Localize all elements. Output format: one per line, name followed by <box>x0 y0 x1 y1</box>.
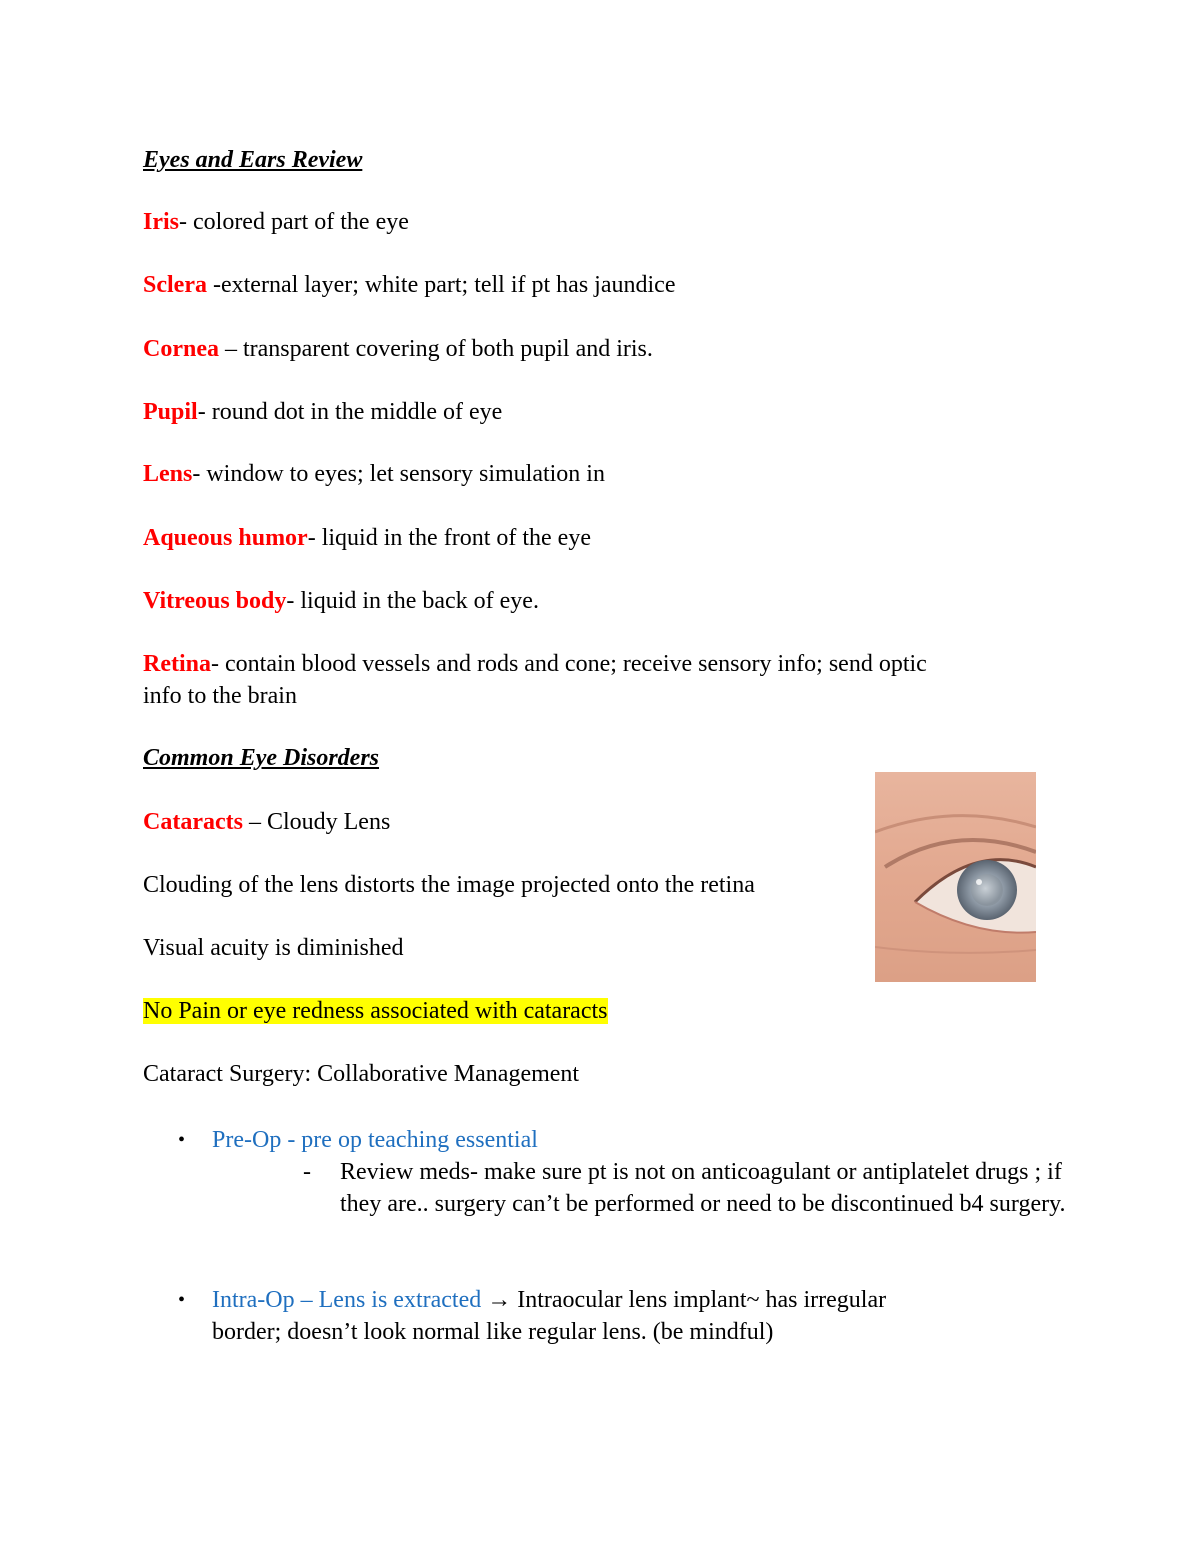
term-label: Aqueous humor <box>143 525 308 551</box>
arrow-icon: → <box>481 1287 518 1313</box>
retina-description-continued: info to the brain <box>143 683 297 709</box>
term-label: Cataracts <box>143 809 243 835</box>
preop-subitem: Review meds- make sure pt is not on anticoagulant or antiplatelet drugs ; if they are.. surgery can’t be performed or need to be discontinued b4 surgery. <box>340 1159 1066 1217</box>
cataract-eye-photo <box>875 772 1036 982</box>
term-label: Pupil <box>143 399 198 425</box>
term-description: - liquid in the back of eye. <box>286 588 539 614</box>
term-description: - colored part of the eye <box>179 209 409 235</box>
bullet-icon: • <box>178 1129 186 1151</box>
term-label: Sclera <box>143 272 207 298</box>
anatomy-item-retina <box>143 648 927 680</box>
term-label: Lens <box>143 461 193 487</box>
anatomy-item-lens <box>143 458 605 490</box>
anatomy-item-cornea <box>143 333 653 365</box>
anatomy-item-iris <box>143 206 409 238</box>
surgery-heading: Cataract Surgery: Collaborative Management <box>143 1061 580 1087</box>
anatomy-item-pupil <box>143 396 502 428</box>
bullet-icon: • <box>178 1289 186 1311</box>
disorder-item-cataracts <box>143 806 390 838</box>
term-description: - window to eyes; let sensory simulation in <box>192 461 605 487</box>
intraop-text-continued: border; doesn’t look normal like regular lens. (be mindful) <box>212 1319 774 1345</box>
intraop-label: Intra-Op – Lens is extracted <box>212 1287 482 1313</box>
anatomy-item-sclera <box>143 269 675 301</box>
anatomy-item-vitreous-body <box>143 585 539 617</box>
term-description: - contain blood vessels and rods and cone; receive sensory info; send optic <box>211 651 927 677</box>
dash-marker: - <box>303 1159 311 1185</box>
term-description: – Cloudy Lens <box>242 809 391 835</box>
anatomy-item-aqueous-humor <box>143 522 591 554</box>
intraop-item <box>212 1284 886 1316</box>
intraop-text: Intraocular lens implant~ has irregular <box>517 1287 887 1313</box>
highlighted-note <box>143 995 608 1027</box>
document-title: Eyes and Ears Review <box>143 147 363 173</box>
term-label: Vitreous body <box>143 588 287 614</box>
term-description: - liquid in the front of the eye <box>307 525 591 551</box>
cataracts-line-1: Clouding of the lens distorts the image projected onto the retina <box>143 872 755 898</box>
highlighted-text: No Pain or eye redness associated with cataracts <box>143 998 608 1024</box>
term-description: - round dot in the middle of eye <box>197 399 503 425</box>
cataracts-line-2: Visual acuity is diminished <box>143 935 404 961</box>
term-label: Retina <box>143 651 211 677</box>
term-label: Iris <box>143 209 179 235</box>
term-label: Cornea <box>143 336 219 362</box>
preop-label: Pre-Op - pre op teaching essential <box>212 1127 538 1153</box>
term-description: -external layer; white part; tell if pt has jaundice <box>206 272 676 298</box>
section-heading-disorders: Common Eye Disorders <box>143 745 380 771</box>
term-description: – transparent covering of both pupil and iris. <box>218 336 653 362</box>
